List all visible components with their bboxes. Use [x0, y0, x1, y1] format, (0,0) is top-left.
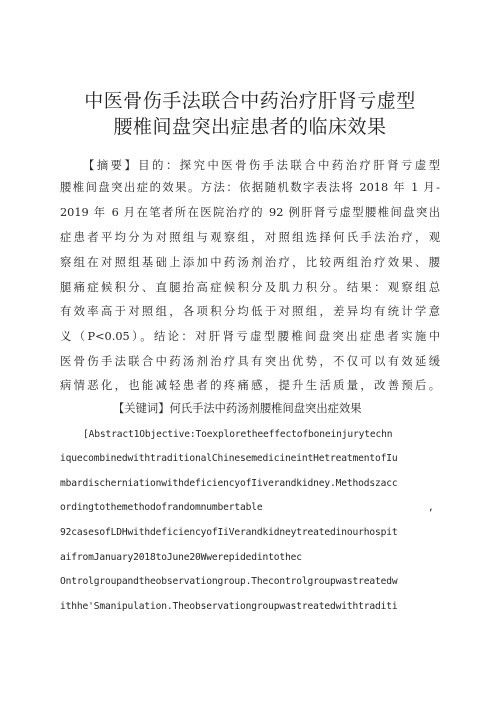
keywords-line: 【关键词】何氏手法中药汤剂腰椎间盘突出症效果: [113, 402, 362, 415]
abstract-line-2: 腰椎间盘突出症的效果。方法：依据随机数字表法将 2018 年 1 月-: [60, 181, 440, 194]
abstract-line-1: 【摘要】目的：探究中医骨伤手法联合中药治疗肝肾亏虚型: [83, 159, 440, 172]
english-abstract-line-4: ordingtothemethodofrandomnumbertable: [60, 502, 263, 513]
abstract-line-7: 有效率高于对照组，各项积分均低于对照组，差异均有统计学意: [60, 305, 440, 318]
english-abstract-line-7: Ontrolgroupandtheobservationgroup.Thecontrolgroupwastreatedw: [60, 576, 398, 587]
english-abstract-line-5: 92casesofLDHwithdeficiencyofIiVerandkidneytreatedinourhospit: [60, 527, 398, 538]
abstract-line-4: 症患者平均分为对照组与观察组，对照组选择何氏手法治疗，观: [60, 231, 440, 244]
document-title-line-2: 腰椎间盘突出症患者的临床效果: [113, 116, 387, 138]
abstract-line-8: 义（P<0.05）。结论：对肝肾亏虚型腰椎间盘突出症患者实施中: [60, 330, 440, 343]
abstract-line-6: 腿痛症候积分、直腿抬高症候积分及肌力积分。结果：观察组总: [60, 281, 440, 294]
abstract-line-5: 察组在对照组基础上添加中药汤剂治疗，比较两组治疗效果、腰: [60, 256, 440, 269]
english-abstract-line-3: mbardischerniationwithdeficiencyofIiverandkidney.Methodszacc: [60, 478, 398, 489]
abstract-line-3: 2019 年 6 月在笔者所在医院治疗的 92 例肝肾亏虚型腰椎间盘突出: [60, 206, 440, 219]
abstract-line-10: 病情恶化，也能减轻患者的疼痛感，提升生活质量，改善预后。: [60, 379, 440, 392]
english-abstract-line-1: [Abstract1Objective:Toexploretheeffectofboneinjurytechn: [83, 429, 393, 440]
english-abstract-comma: ,: [428, 502, 434, 513]
english-abstract-line-2: iquecombinedwithtraditionalChinesemedicineintHetreatmentofIu: [60, 453, 398, 464]
document-title-line-1: 中医骨伤手法联合中药治疗肝肾亏虚型: [84, 90, 416, 112]
english-abstract-line-8: ithhe'Smanipulation.Theobservationgroupwastreatedwithtraditi: [60, 601, 398, 612]
abstract-line-9: 医骨伤手法联合中药汤剂治疗具有突出优势，不仅可以有效延缓: [60, 355, 440, 368]
english-abstract-line-6: aifromJanuary2018toJune20Wwerepidedintothec: [60, 552, 302, 563]
